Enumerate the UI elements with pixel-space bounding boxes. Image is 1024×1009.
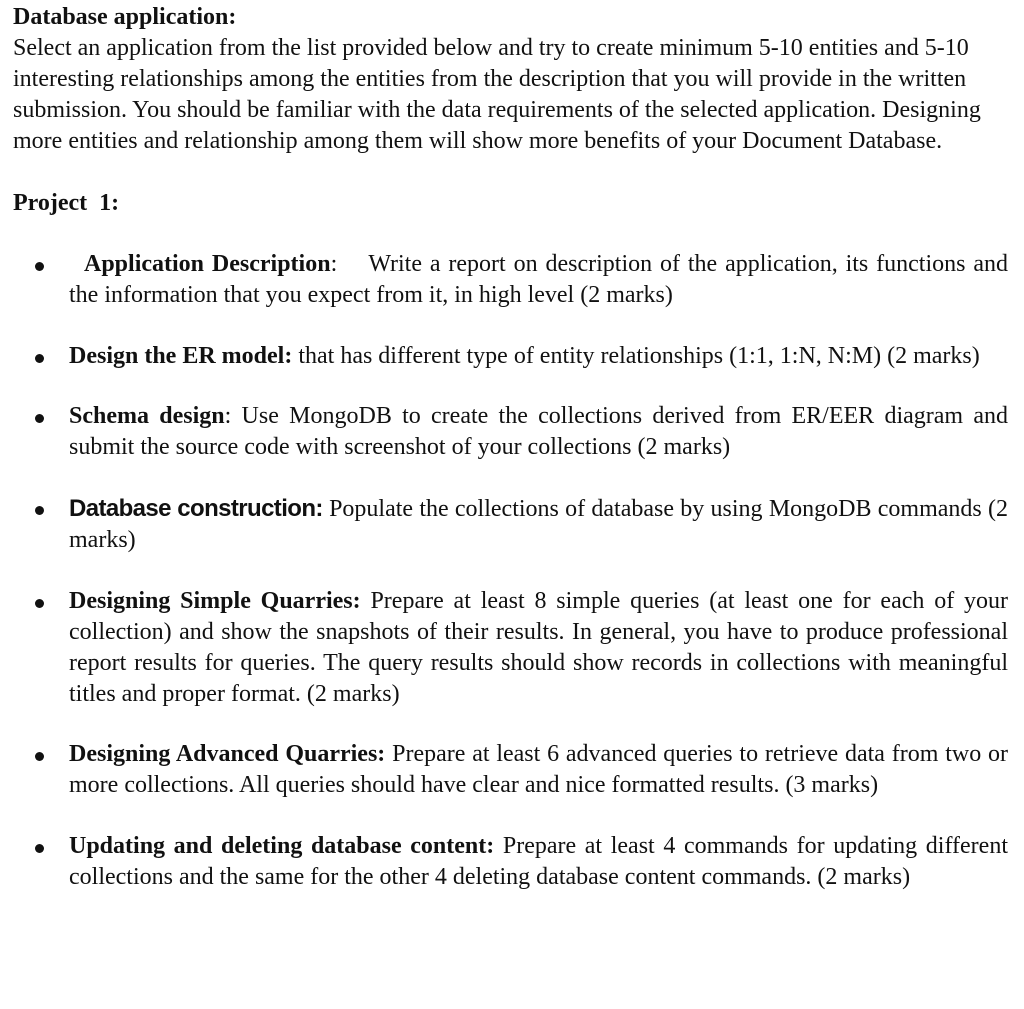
task-separator: :	[330, 251, 338, 277]
task-title: Designing Simple Quarries:	[69, 588, 361, 614]
task-text: Prepare at least 6 advanced queries to retrieve data from two or more collections. All queries should have clear and nice formatted results. (3 marks)	[69, 741, 1008, 798]
project-title: Project 1:	[13, 190, 120, 216]
task-item-advanced-queries	[13, 739, 1008, 801]
bullet-icon	[35, 506, 44, 515]
section-heading: Database application:	[13, 4, 237, 30]
intro-paragraph: Select an application from the list provided below and try to create minimum 5-10 entities and 5-10 interesting relationships among the entities from the description that you will provide in the written submission. You should be familiar with the data requirements of the selected application. Designing more entities and relationship among them will show more benefits of your Document Database.	[13, 35, 981, 154]
bullet-icon	[35, 844, 44, 853]
bullet-icon	[35, 599, 44, 608]
task-title: Design the ER model:	[69, 343, 293, 369]
task-text: Prepare at least 8 simple queries (at least one for each of your collection) and show the snapshots of their results. In general, you have to produce professional report results for queries. The query results should show records in collections with meaningful titles and proper format. (2 marks)	[69, 588, 1008, 707]
task-text: Write a report on description of the application, its functions and the information that you expect from it, in high level (2 marks)	[69, 251, 1008, 308]
task-text: Prepare at least 4 commands for updating different collections and the same for the other 4 deleting database content commands. (2 marks)	[69, 833, 1008, 890]
document-page	[13, 0, 1008, 893]
bullet-icon	[35, 262, 44, 271]
task-item-update-delete	[13, 831, 1008, 893]
task-item-er-model	[13, 341, 1008, 372]
task-text: Populate the collections of database by using MongoDB commands (2 marks)	[69, 496, 1008, 553]
task-item-application-description	[13, 249, 1008, 311]
task-title: Schema design	[69, 403, 225, 429]
bullet-icon	[35, 354, 44, 363]
task-item-schema-design	[13, 401, 1008, 463]
bullet-icon	[35, 752, 44, 761]
task-title: Database construction:	[69, 495, 323, 522]
task-item-database-construction	[13, 493, 1008, 556]
task-title: Designing Advanced Quarries:	[69, 741, 386, 767]
bullet-icon	[35, 414, 44, 423]
task-text: : Use MongoDB to create the collections derived from ER/EER diagram and submit the source code with screenshot of your collections (2 marks)	[69, 403, 1008, 460]
task-list	[13, 249, 1008, 893]
task-title: Updating and deleting database content:	[69, 833, 495, 859]
task-title: Application Description	[84, 251, 331, 277]
task-item-simple-queries	[13, 586, 1008, 710]
task-text: that has different type of entity relationships (1:1, 1:N, N:M) (2 marks)	[292, 343, 980, 369]
